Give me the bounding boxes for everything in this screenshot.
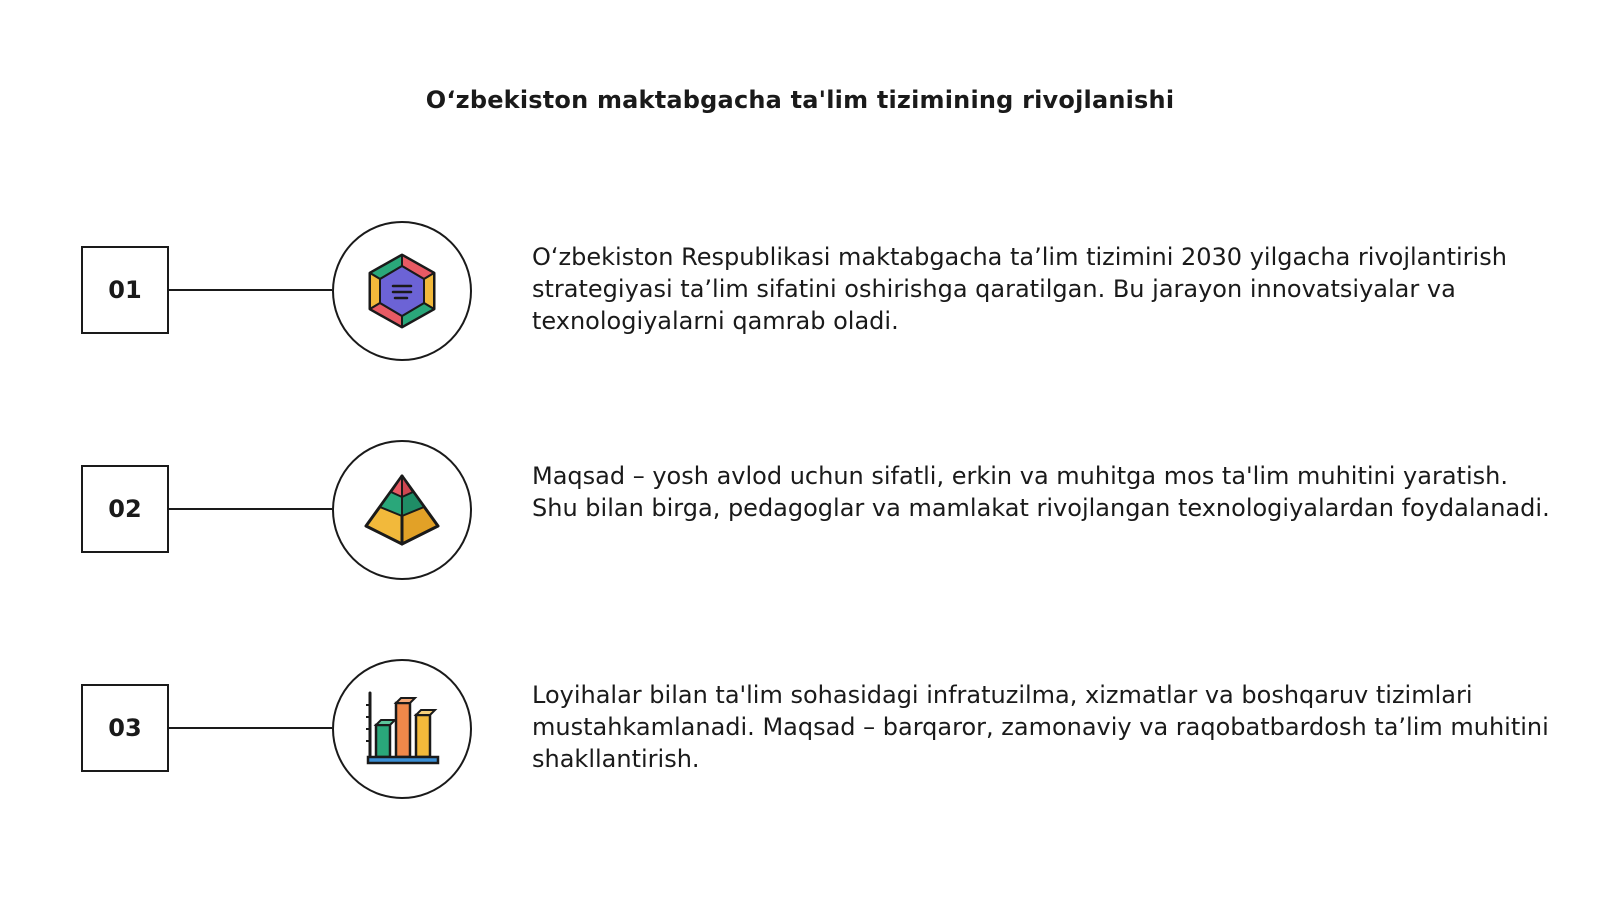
step-number-box: 01	[81, 246, 169, 334]
pyramid-icon	[360, 468, 444, 552]
connector-line	[169, 727, 332, 729]
icon-circle	[332, 221, 472, 361]
step-description: Maqsad – yosh avlod uchun sifatli, erkin va muhitga mos ta'lim muhitini yaratish. Shu bilan birga, pedagoglar va mamlakat rivojlangan texnologiyalardan foydalanadi.	[532, 462, 1550, 522]
connector-line	[169, 289, 332, 291]
page-title: Oʻzbekiston maktabgacha ta'lim tizimining rivojlanishi	[425, 86, 1175, 114]
icon-circle	[332, 440, 472, 580]
step-description: Loyihalar bilan ta'lim sohasidagi infratuzilma, xizmatlar va boshqaruv tizimlari mustahkamlanadi. Maqsad – barqaror, zamonaviy va raqobatbardosh ta’lim muhitini shakllantirish.	[532, 681, 1549, 773]
step-row-2	[0, 440, 1600, 580]
hexagon-document-icon	[362, 251, 442, 331]
step-row-1	[0, 221, 1600, 361]
connector-line	[169, 508, 332, 510]
step-description: Oʻzbekiston Respublikasi maktabgacha ta’lim tizimini 2030 yilgacha rivojlantirish strategiyasi ta’lim sifatini oshirishga qaratilgan. Bu jarayon innovatsiyalar va texnologiyalarni qamrab oladi.	[532, 243, 1507, 335]
bar-chart-icon	[360, 687, 444, 771]
icon-circle	[332, 659, 472, 799]
step-number-box: 03	[81, 684, 169, 772]
step-row-3	[0, 659, 1600, 799]
step-number-box: 02	[81, 465, 169, 553]
